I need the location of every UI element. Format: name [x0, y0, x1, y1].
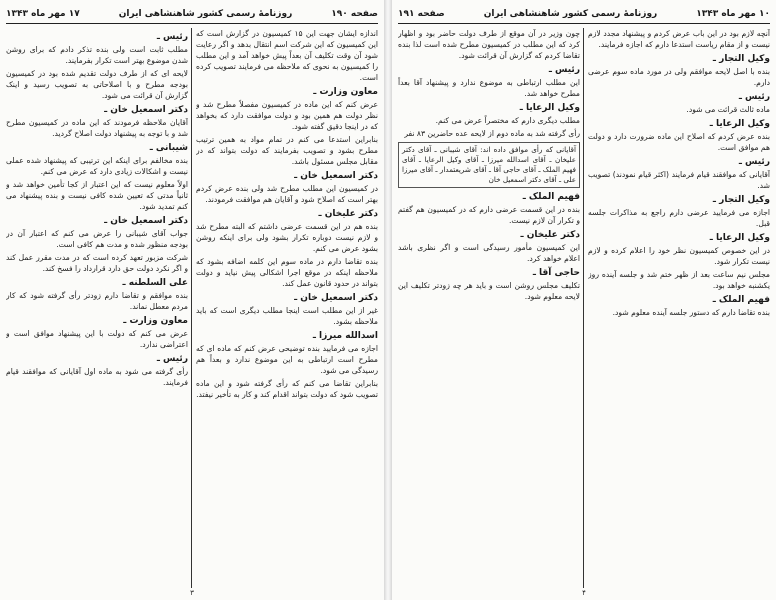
body-paragraph: بنابراین تقاضا می کنم که رأی گرفته شود و این ماده تصویب شود که دولت بتواند اقدام کند و کار به تأخیر نیفتد.	[196, 379, 378, 399]
speaker-name: دکتر اسمعیل خان ـ	[294, 293, 378, 303]
speaker-name: معاون وزارت ـ	[313, 87, 378, 97]
speech-text: تکلیف مجلس روشن است و باید هر چه زودتر تکلیف این لایحه معلوم شود.	[398, 281, 580, 301]
speech-paragraph	[6, 104, 188, 139]
right-page-number: ۴	[582, 589, 586, 597]
speech-text: جواب آقای شیبانی را عرض می کنم که اعتبار آن در بودجه منظور شده و مدت هم کافی است.	[6, 229, 188, 249]
speech-text: بنده تقاضا دارم که دستور جلسه آینده معلوم شود.	[612, 308, 770, 317]
speech-text: بنده در این قسمت عرضی دارم که در کمیسیون هم گفتم و تکرار آن لازم نیست.	[398, 205, 580, 225]
speech-paragraph	[196, 208, 378, 254]
body-paragraph: چون وزیر در آن موقع از طرف دولت حاضر بود و اظهار کرد که این مطلب در کمیسیون مطرح شده است لذا بنده تقاضا کردم که گزارش آن قرائت شود.	[398, 29, 580, 60]
speech-paragraph	[398, 191, 580, 226]
left-page	[0, 0, 384, 600]
speech-text: بنده عرض کردم که اصلاح این ماده ضرورت دارد و دولت هم موافق است.	[588, 132, 770, 152]
speech-text: بنده مخالفم برای اینکه این ترتیبی که پیشنهاد شده عملی نیست و اشکالات زیادی دارد که عرض می کنم.	[6, 156, 188, 176]
speaker-name: دکتر اسمعیل خان ـ	[294, 171, 378, 181]
speech-text: مطلب ثابت است ولی بنده تذکر دادم که برای روشن شدن موضوع بهتر است تکرار بفرمایند.	[6, 45, 188, 65]
body-paragraph: بنابراین استدعا می کنم در تمام مواد به همین ترتیب مطرح بشود و تصویب بفرمایند که دولت بتواند که در مقابل مجلس مسئول باشد.	[196, 135, 378, 166]
speech-text: در این خصوص کمیسیون نظر خود را اعلام کرده و لازم نیست تکرار شود.	[588, 246, 770, 266]
speaker-name: رئیس ـ	[156, 32, 188, 42]
left-column-right	[196, 28, 378, 588]
left-publication-title: روزنامهٔ رسمی کشور شاهنشاهی ایران	[118, 9, 293, 19]
right-page-date: ۱۰ مهر ماه ۱۳۴۳	[696, 9, 770, 19]
speaker-name: فهیم الملک ـ	[522, 192, 580, 202]
book-gutter	[384, 0, 392, 600]
speech-paragraph	[6, 31, 188, 66]
speech-paragraph	[6, 277, 188, 312]
speech-paragraph	[398, 229, 580, 264]
speaker-name: دکتر علیخان ـ	[520, 230, 580, 240]
speech-text: اجازه می فرمایید بنده توضیحی عرض کنم که ماده ای که مطرح است ارتباطی به این موضوع ندارد و بعداً هم رسیدگی می شود.	[196, 344, 378, 375]
speaker-name: وکیل التجار ـ	[712, 54, 770, 64]
speaker-name: رئیس ـ	[738, 157, 770, 167]
speech-paragraph	[196, 86, 378, 132]
left-header-rule	[6, 23, 378, 24]
speaker-name: وکیل الرعایا ـ	[709, 233, 770, 243]
speech-paragraph	[588, 53, 770, 88]
speech-text: اجازه می فرمایید عرضی دارم راجع به مذاکرات جلسه قبل.	[588, 208, 770, 228]
speech-paragraph	[6, 353, 188, 388]
speech-paragraph	[588, 232, 770, 267]
speech-text: این مطلب ارتباطی به موضوع ندارد و پیشنهاد آقا بعداً مطرح خواهد شد.	[398, 78, 580, 98]
body-paragraph: اندازه ایشان جهت این ۱۵ کمیسیون در گزارش است که این کمیسیون که این شرکت اسم انتقال بدهد و اگر رعایت شود آن وقت تکلیف آن بعداً پیش خواهد آمد و این مطلب را کمیسیون به نحوی که ملاحظه می فرمایند تصویب کرده است.	[196, 29, 378, 82]
right-publication-title: روزنامهٔ رسمی کشور شاهنشاهی ایران	[483, 9, 658, 19]
speech-text: رأی گرفته می شود به ماده اول آقایانی که موافقند قیام فرمایند.	[6, 367, 188, 387]
speaker-name: دکتر اسمعیل خان ـ	[104, 216, 188, 226]
speaker-name: شیبانی ـ	[149, 143, 188, 153]
speech-paragraph	[398, 102, 580, 126]
speech-text: بنده با اصل لایحه موافقم ولی در مورد ماده سوم عرضی دارم.	[588, 67, 770, 87]
left-page-label: صفحه ۱۹۰	[331, 9, 378, 19]
speech-text: آقایانی که موافقند قیام فرمایند (اکثر قیام نمودند) تصویب شد.	[588, 170, 770, 190]
speech-paragraph	[398, 267, 580, 302]
body-paragraph: مجلس نیم ساعت بعد از ظهر ختم شد و جلسه آینده روز یکشنبه خواهد بود.	[588, 270, 770, 290]
speech-text: عرض می کنم که دولت با این پیشنهاد موافق است و اعتراضی ندارد.	[6, 329, 188, 349]
speaker-name: رئیس ـ	[738, 92, 770, 102]
speaker-name: رئیس ـ	[548, 65, 580, 75]
left-page-number: ۳	[190, 589, 194, 597]
speech-text: بنده موافقم و تقاضا دارم زودتر رأی گرفته شود که کار مردم معطل نماند.	[6, 291, 188, 311]
vote-list-box: آقایانی که رأی موافق داده اند: آقای شیبانی ـ آقای دکتر علیخان ـ آقای اسدالله میرزا ـ آقای وکیل الرعایا ـ آقای فهیم الملک ـ آقای حاجی آقا ـ آقای شریعتمدار ـ آقای میرزا علی ـ آقای دکتر اسمعیل خان	[398, 142, 580, 188]
speech-text: در کمیسیون این مطلب مطرح شد ولی بنده عرض کردم بهتر است که اصلاح شود و آقایان هم موافقت فرمودند.	[196, 184, 378, 204]
speech-paragraph	[588, 194, 770, 229]
speech-text: این کمیسیون مأمور رسیدگی است و اگر نظری باشد اعلام خواهد کرد.	[398, 243, 580, 263]
speaker-name: اسدالله میرزا ـ	[312, 331, 378, 341]
right-column-left	[398, 28, 580, 588]
right-page-label: صفحه ۱۹۱	[398, 9, 445, 19]
speaker-name: حاجی آقا ـ	[532, 268, 580, 278]
speaker-name: فهیم الملک ـ	[712, 295, 770, 305]
speech-paragraph	[588, 294, 770, 318]
speech-text: ماده ثالث قرائت می شود.	[686, 105, 770, 114]
speaker-name: وکیل الرعایا ـ	[519, 103, 580, 113]
speech-text: مطلب دیگری دارم که مختصراً عرض می کنم.	[435, 116, 580, 125]
left-column-left	[6, 28, 188, 588]
speaker-name: رئیس ـ	[156, 354, 188, 364]
speaker-name: دکتر اسمعیل خان ـ	[104, 105, 188, 115]
body-paragraph: رأی گرفته شد به ماده دوم از لایحه عده حاضرین ۸۳ نفر	[404, 129, 580, 138]
speech-paragraph	[588, 156, 770, 191]
body-paragraph: لایحه ای که از طرف دولت تقدیم شده بود در کمیسیون بودجه مطرح و با اصلاحاتی به تصویب رسید و اینک گزارش آن قرائت می شود.	[6, 69, 188, 100]
body-paragraph: بنده تقاضا دارم در ماده سوم این کلمه اضافه بشود که ملاحظه اینکه در موقع اجرا اشکالی پیش نیاید و دولت بتواند در حدود قانون عمل کند.	[196, 257, 378, 288]
right-header-rule	[398, 23, 770, 24]
speech-text: عرض کنم که این ماده در کمیسیون مفصلاً مطرح شد و نظر دولت هم همین بود و دولت موافقت دارد که بخواهد که در اینجا دقیق گفته شود.	[196, 100, 378, 131]
speech-paragraph	[196, 170, 378, 205]
left-column-divider	[191, 28, 192, 588]
speech-paragraph	[6, 215, 188, 250]
speech-paragraph	[588, 91, 770, 115]
speech-paragraph	[196, 292, 378, 327]
speech-paragraph	[398, 64, 580, 99]
speech-paragraph	[6, 142, 188, 177]
left-page-header	[6, 6, 378, 22]
speaker-name: وکیل التجار ـ	[712, 195, 770, 205]
speech-paragraph	[588, 118, 770, 153]
speech-text: آقایان ملاحظه فرمودند که این ماده در کمیسیون مطرح شد و با توجه به پیشنهاد دولت اصلاح گردید.	[6, 118, 188, 138]
speech-text: غیر از این مطلب است اینجا مطلب دیگری است که باید ملاحظه بشود.	[196, 306, 378, 326]
speech-paragraph	[6, 315, 188, 350]
right-column-divider	[583, 28, 584, 588]
body-paragraph: آنچه لازم بود در این باب عرض کردم و پیشنهاد مجدد لازم نیست و از مقام ریاست استدعا دارم که اجازه فرمایند.	[588, 29, 770, 49]
speaker-name: دکتر علیخان ـ	[318, 209, 378, 219]
speaker-name: وکیل الرعایا ـ	[709, 119, 770, 129]
body-paragraph: شرکت مزبور تعهد کرده است که در مدت مقرر عمل کند و اگر نکرد دولت حق دارد قرارداد را فسخ کند.	[6, 253, 188, 273]
right-page-header	[398, 6, 770, 22]
right-column-right	[588, 28, 770, 588]
speaker-name: علی السلطنه ـ	[122, 278, 188, 288]
right-page	[392, 0, 776, 600]
left-page-date: ۱۷ مهر ماه ۱۳۴۳	[6, 9, 80, 19]
body-paragraph: اولاً معلوم نیست که این اعتبار از کجا تأمین خواهد شد و ثانیاً مدتی که تعیین شده کافی نیست و بنده پیشنهاد می کنم تمدید شود.	[6, 180, 188, 211]
speech-text: بنده هم در این قسمت عرضی داشتم که البته مطرح شد و لازم نیست دوباره تکرار بشود ولی برای اینکه روشن بشود عرض می کنم.	[196, 222, 378, 253]
speaker-name: معاون وزارت ـ	[123, 316, 188, 326]
speech-paragraph	[196, 330, 378, 376]
